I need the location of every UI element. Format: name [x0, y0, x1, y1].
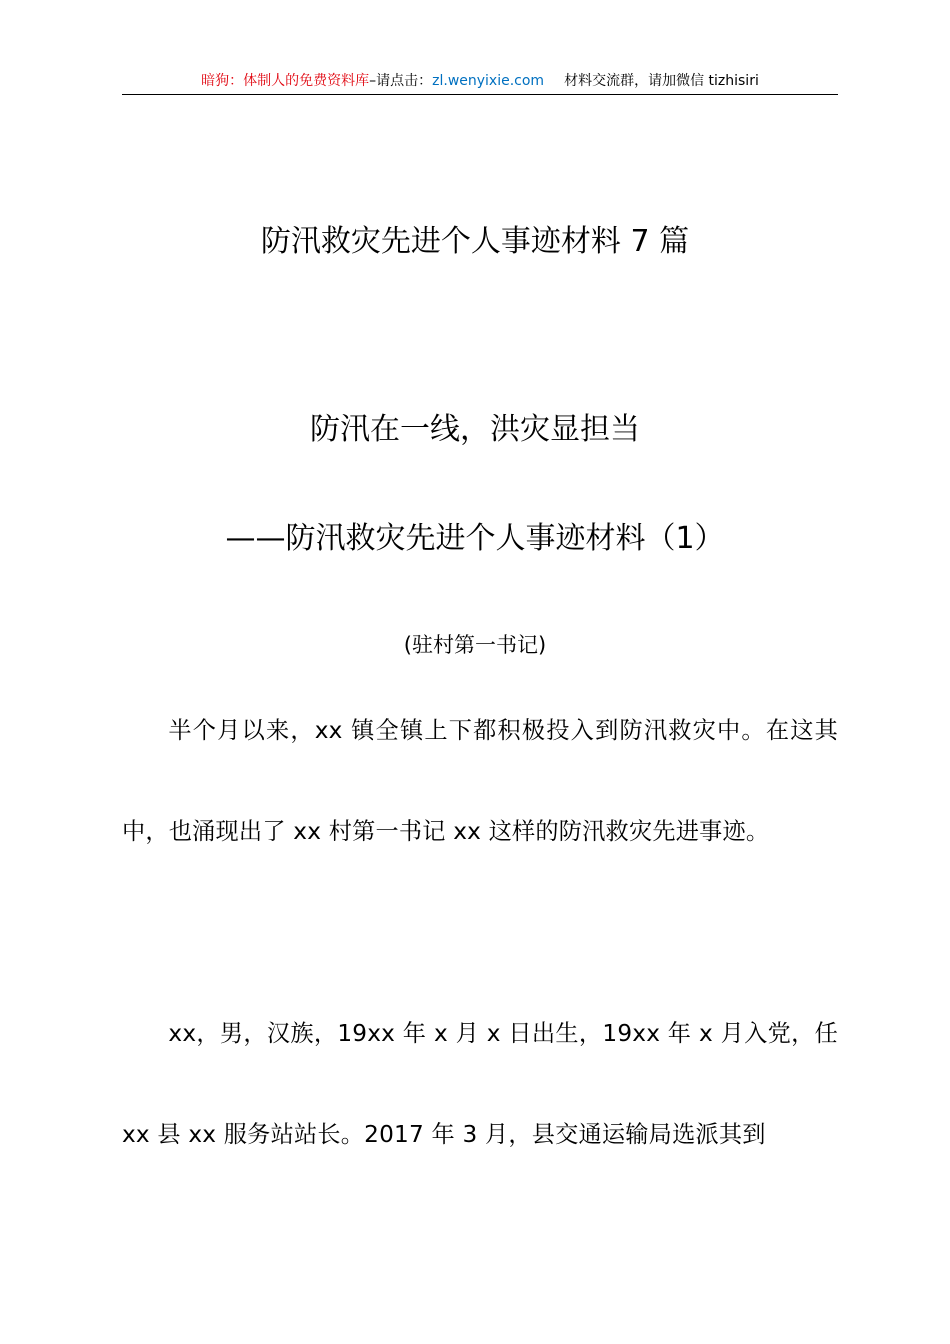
header-link[interactable]: zl.wenyixie.com: [432, 73, 545, 89]
body-paragraph: xx，男，汉族，19xx 年 x 月 x 日出生，19xx 年 x 月入党，任 xx 县 xx 服务站站长。2017 年 3 月，县交通运输局选派其到: [122, 1020, 838, 1148]
document-title: 防汛救灾先进个人事迹材料 7 篇: [260, 224, 690, 259]
section-subtitle: ——防汛救灾先进个人事迹材料（1）: [225, 521, 725, 556]
header-click-prompt: –请点击：: [369, 73, 433, 89]
header-wechat-note: 材料交流群，请加微信 tizhisiri: [564, 73, 759, 89]
page-header: [122, 70, 838, 95]
section-role: (驻村第一书记): [403, 633, 547, 657]
body-paragraph: 半个月以来，xx 镇全镇上下都积极投入到防汛救灾中。在这其中，也涌现出了 xx 村第一书记 xx 这样的防汛救灾先进事迹。: [122, 717, 838, 845]
section-title: 防汛在一线，洪灾显担当: [310, 412, 640, 447]
header-brand: 暗狗：体制人的免费资料库: [201, 73, 370, 89]
